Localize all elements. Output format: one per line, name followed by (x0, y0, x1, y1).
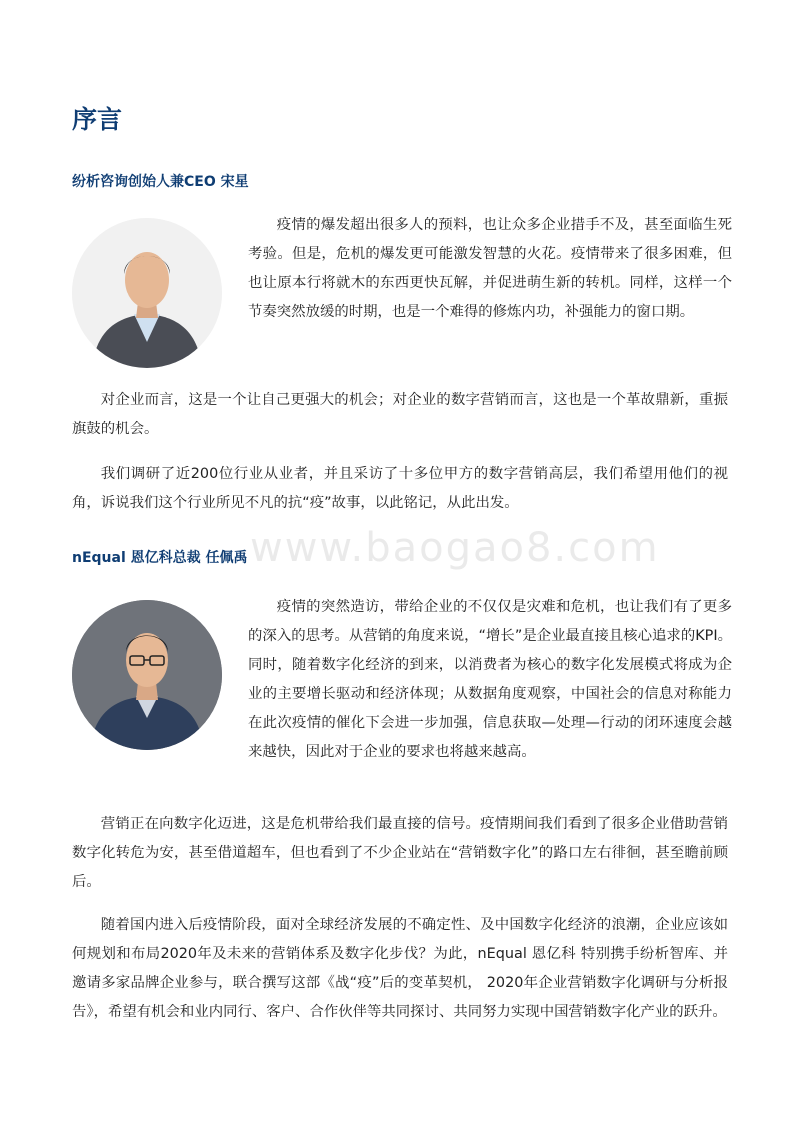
paragraph: 疫情的爆发超出很多人的预料，也让众多企业措手不及，甚至面临生死考验。但是，危机的爆发更可能激发智慧的火花。疫情带来了很多困难，但也让原本行将就木的东西更快瓦解，并促进萌生新的转机。同样，这样一个节奏突然放缓的时期，也是一个难得的修炼内功，补强能力的窗口期。 (248, 217, 732, 320)
paragraph: 营销正在向数字化迈进，这是危机带给我们最直接的信号。疫情期间我们看到了很多企业借助营销数字化转危为安，甚至借道超车，但也看到了不少企业站在“营销数字化”的路口左右徘徊，甚至瞻前顾后。 (72, 816, 728, 890)
section-heading-ren-peiyu: nEqual 恩亿科总裁 任佩禹 (72, 550, 248, 566)
paragraph: 对企业而言，这是一个让自己更强大的机会；对企业的数字营销而言，这也是一个革故鼎新，重振旗鼓的机会。 (72, 392, 728, 437)
page-title: 序言 (72, 105, 123, 134)
person-photo-icon (72, 218, 222, 368)
section-heading-song-xing: 纷析咨询创始人兼CEO 宋星 (72, 174, 249, 190)
portrait-photo-ren-peiyu (72, 600, 222, 750)
paragraph: 随着国内进入后疫情阶段，面对全球经济发展的不确定性、及中国数字化经济的浪潮，企业应该如何规划和布局2020年及未来的营销体系及数字化步伐？为此，nEqual 恩亿科 特别携手纷析智库、并邀请多家品牌企业参与，联合撰写这部《战“疫”后的变革契机， 2020年企业营销数字化调研与分析报告》，希望有机会和业内同行、客户、合作伙伴等共同探讨、共同努力实现中国营销数字化产业的跃升。 (72, 917, 728, 1020)
portrait-photo-song-xing (72, 218, 222, 368)
paragraph: 疫情的突然造访，带给企业的不仅仅是灾难和危机，也让我们有了更多的深入的思考。从营销的角度来说，“增长”是企业最直接且核心追求的KPI。同时，随着数字化经济的到来，以消费者为核心的数字化发展模式将成为企业的主要增长驱动和经济体现；从数据角度观察，中国社会的信息对称能力在此次疫情的催化下会进一步加强，信息获取—处理—行动的闭环速度会越来越快，因此对于企业的要求也将越来越高。 (248, 599, 732, 760)
person-photo-icon (72, 600, 222, 750)
paragraph: 我们调研了近200位行业从业者，并且采访了十多位甲方的数字营销高层，我们希望用他们的视角，诉说我们这个行业所见不凡的抗“疫”故事，以此铭记，从此出发。 (72, 466, 728, 511)
watermark: www.baogao8.com (250, 525, 660, 571)
